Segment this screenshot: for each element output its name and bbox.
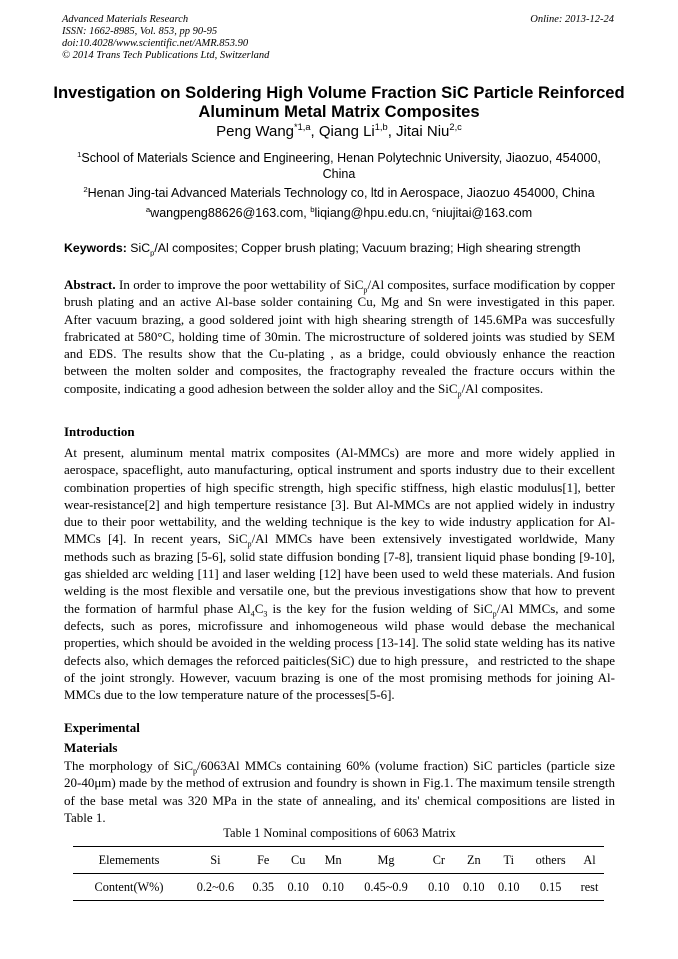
keywords-text: /Al composites; Copper brush plating; Vacuum brazing; High shearing strength xyxy=(154,241,581,255)
abstract-text: In order to improve the poor wettability of SiC xyxy=(119,277,364,292)
table-header-cell: Elemements xyxy=(73,847,185,874)
affiliation-2 xyxy=(64,185,614,201)
journal-header xyxy=(62,14,269,62)
section-heading-introduction: Introduction xyxy=(64,424,135,439)
materials-text: The morphology of SiC xyxy=(64,758,193,773)
email-link[interactable]: liqiang@hpu.edu.cn xyxy=(314,206,426,220)
author-name: Peng Wang xyxy=(216,123,294,140)
title-line-1: Investigation on Soldering High Volume Fraction SiC Particle Reinforced xyxy=(53,83,625,102)
author-list xyxy=(40,123,638,141)
table-header-cell: Si xyxy=(185,847,246,874)
abstract-text: /Al composites. xyxy=(461,380,544,396)
email-mark: a xyxy=(145,204,151,214)
section-heading-experimental: Experimental xyxy=(64,720,140,735)
table-caption: Table 1 Nominal compositions of 6063 Matrix xyxy=(223,826,456,840)
table-cell: 0.10 xyxy=(281,874,316,901)
table-row xyxy=(73,874,604,901)
author-mark: 1,b xyxy=(374,122,388,132)
table-cell: rest xyxy=(575,874,604,901)
email-list: $^a$wangpeng88626@163.com, $^b$liqiang@hpu.edu.cn, $^c$niujitai@163.com xyxy=(145,204,533,220)
affiliation-1 xyxy=(64,150,614,182)
materials-text: /6063Al MMCs containing 60% (volume fraction) SiC particles (particle size 20-40μm) made by the method of extrusion and foundry is shown in Fig.1. The maximum tensile strength of the base metal was 320 MPa in the state of annealing, and its' chemical compositions are listed in Table 1. xyxy=(64,758,615,825)
intro-text: C xyxy=(254,600,264,616)
journal-name: Advanced Materials Research xyxy=(62,14,189,25)
author-name: Qiang Li xyxy=(318,123,375,140)
intro-text: /Al MMCs have been extensively investigated worldwide, Many methods such as brazing [5-6], solid state diffusion bonding [7-8], transient liquid phase bonding [9-10], gas shielded arc welding [11] and laser welding [12] have been used to weld these materials. And fusion welding is the most flexible and versatile one, but the previous investigations show that how to prevent the formation of harmful phase Al xyxy=(64,531,615,616)
keyword-sub: p xyxy=(150,248,155,258)
table-header-cell: Cr xyxy=(421,847,456,874)
journal-doi: doi:10.4028/www.scientific.net/AMR.853.90 xyxy=(62,38,249,49)
email-mark: b xyxy=(310,204,315,214)
author-mark: *1,a xyxy=(294,122,311,132)
table-cell: 0.10 xyxy=(421,874,456,901)
table-header-cell: Mg xyxy=(351,847,422,874)
abstract: Abstract. In order to improve the poor wettability of SiC$_p$/Al composites, surface modification by copper brush plating and an active Al-base solder containing Cu, Mg and Sn were investigated in this paper. After vacuum brazing, a good soldered joint with high shearing strength of 145.6MPa was succesfully frabricated at 580°C, holding time of 30min. The microstructure of soldered joints was studied by SEM and EDS. The results show that the Cu-plating , as a bridge, could obviously enhance the reaction between the molten solder and composites, the fractography revealed the fracture occurs within the composite, indicating a good adhesion between the solder alloy and the SiC$_p$/Al composites. xyxy=(64,277,616,399)
affiliation-mark: 2 xyxy=(83,184,88,194)
affiliation-mark: 1 xyxy=(77,149,82,159)
author-separator: , xyxy=(310,123,319,140)
table-cell: 0.10 xyxy=(491,874,526,901)
keywords xyxy=(64,241,624,256)
keyword-sic: SiC xyxy=(130,241,151,255)
table-header-cell: Ti xyxy=(491,847,526,874)
table-cell: 0.10 xyxy=(316,874,351,901)
abstract-text: /Al composites, surface modification by copper brush plating and an active Al-base solder containing Cu, Mg and Sn were investigated in this paper. After vacuum brazing, a good soldered joint with high shearing strength of 145.6MPa was succesfully frabricated at 580°C, holding time of 30min. The microstructure of soldered joints was studied by SEM and EDS. The results show that the Cu-plating , as a bridge, could obviously enhance the reaction between the molten solder and composites, the fractography revealed the fracture occurs within the composite, indicating a good adhesion between the solder alloy and the SiC xyxy=(64,277,616,396)
composition-table xyxy=(73,846,604,901)
affiliation-text: Henan Jing-tai Advanced Materials Technology co, ltd in Aerospace, Jiaozuo 454000, China xyxy=(87,186,595,200)
abstract-label: Abstract. xyxy=(64,277,116,292)
subscript: 4 xyxy=(250,609,255,619)
introduction-body: At present, aluminum mental matrix composites (Al-MMCs) are more and more widely applied in aerospace, spaceflight, auto manufacturing, optical instrument and sports industry due to their excellent combination properties of high specific strength, high specific stiffness, high elastic modulus[1], better wear-resistance[2] and high temperture resistance [3]. But Al-MMCs are not applied widely in industry due to their poor wettability, and the welding technique is the key to wide industry application for Al-MMCs [4]. In recent years, SiC$_p$/Al MMCs have been extensively investigated worldwide, Many methods such as brazing [5-6], solid state diffusion bonding [7-8], transient liquid phase bonding [9-10], gas shielded arc welding [11] and laser welding [12] have been used to weld these materials. And fusion welding is the most flexible and versatile one, but the previous investigations show that how to prevent the formation of harmful phase $Al_4C_3$ is the key for the fusion welding of SiC$_p$/Al MMCs, and some defects, such as pores, microfissure and inhomogeneous wild phase would debase the mechanical properties, which should be avoided in the welding process [13-14]. The solid state welding has its native defects also, which demages the reforced paiticles(SiC) due to high pressure，and restricted to the shape of the joint strongly. However, vacuum brazing is one of the most promising methods for joining Al-MMCs due to the low temperature nature of the processes[5-6]. xyxy=(64,445,616,703)
affiliation-text: School of Materials Science and Engineering, Henan Polytechnic University, Jiaozuo, 454000, China xyxy=(81,151,601,181)
author-name: Jitai Niu xyxy=(396,123,450,140)
title-line-2: Aluminum Metal Matrix Composites xyxy=(198,102,480,121)
table-header-row xyxy=(73,847,604,874)
table-header-cell: Al xyxy=(575,847,604,874)
email-mark: c xyxy=(432,204,437,214)
table-cell: 0.15 xyxy=(526,874,575,901)
author-mark: 2,c xyxy=(449,122,462,132)
table-header-cell: Zn xyxy=(456,847,491,874)
journal-copyright: © 2014 Trans Tech Publications Ltd, Switzerland xyxy=(62,50,270,61)
table-header-cell: Mn xyxy=(316,847,351,874)
table-cell: Content(W%) xyxy=(73,874,185,901)
paper-title xyxy=(40,83,638,121)
intro-text: At present, aluminum mental matrix composites (Al-MMCs) are more and more widely applied in aerospace, spaceflight, auto manufacturing, optical instrument and sports industry due to their excellent combination properties of high specific strength, high specific stiffness, high elastic modulus[1], better wear-resistance[2] and high temperture resistance [3]. But Al-MMCs are not applied widely in industry due to their poor wettability, and the welding technique is the key to wide industry application for Al-MMCs [4]. In recent years, SiC xyxy=(64,445,615,547)
table-cell: 0.10 xyxy=(456,874,491,901)
table-header-cell: others xyxy=(526,847,575,874)
journal-issn: ISSN: 1662-8985, Vol. 853, pp 90-95 xyxy=(62,26,218,37)
keywords-label: Keywords: xyxy=(64,241,127,255)
table-cell: 0.45~0.9 xyxy=(351,874,422,901)
subscript: 3 xyxy=(263,609,268,619)
table-header-cell: Cu xyxy=(281,847,316,874)
subsection-heading-materials: Materials xyxy=(64,740,118,755)
table-cell: 0.35 xyxy=(246,874,281,901)
table-cell: 0.2~0.6 xyxy=(185,874,246,901)
email-link[interactable]: wangpeng88626@163.com xyxy=(150,206,304,220)
materials-body: The morphology of SiC$_p$/6063Al MMCs containing 60% (volume fraction) SiC particles (particle size 20-40μm) made by the method of extrusion and foundry is shown in Fig.1. The maximum tensile strength of the base metal was 320 MPa in the state of annealing, and its' chemical compositions are listed in Table 1. xyxy=(64,758,615,825)
online-date: Online: 2013-12-24 xyxy=(530,14,614,25)
email-link[interactable]: niujitai@163.com xyxy=(436,206,533,220)
intro-text: is the key for the fusion welding of SiC xyxy=(267,600,493,616)
table-header-cell: Fe xyxy=(246,847,281,874)
intro-text: /Al MMCs, and some defects, such as pores, microfissure and inhomogeneous wild phase would debase the mechanical properties, which should be avoided in the welding process [13-14]. The solid state welding has its native defects also, which demages the reforced paiticles(SiC) due to high pressure，and restricted to the shape of the joint strongly. However, vacuum brazing is one of the most promising methods for joining Al-MMCs due to the low temperature nature of the processes[5-6]. xyxy=(64,600,616,703)
author-separator: , xyxy=(387,123,397,140)
